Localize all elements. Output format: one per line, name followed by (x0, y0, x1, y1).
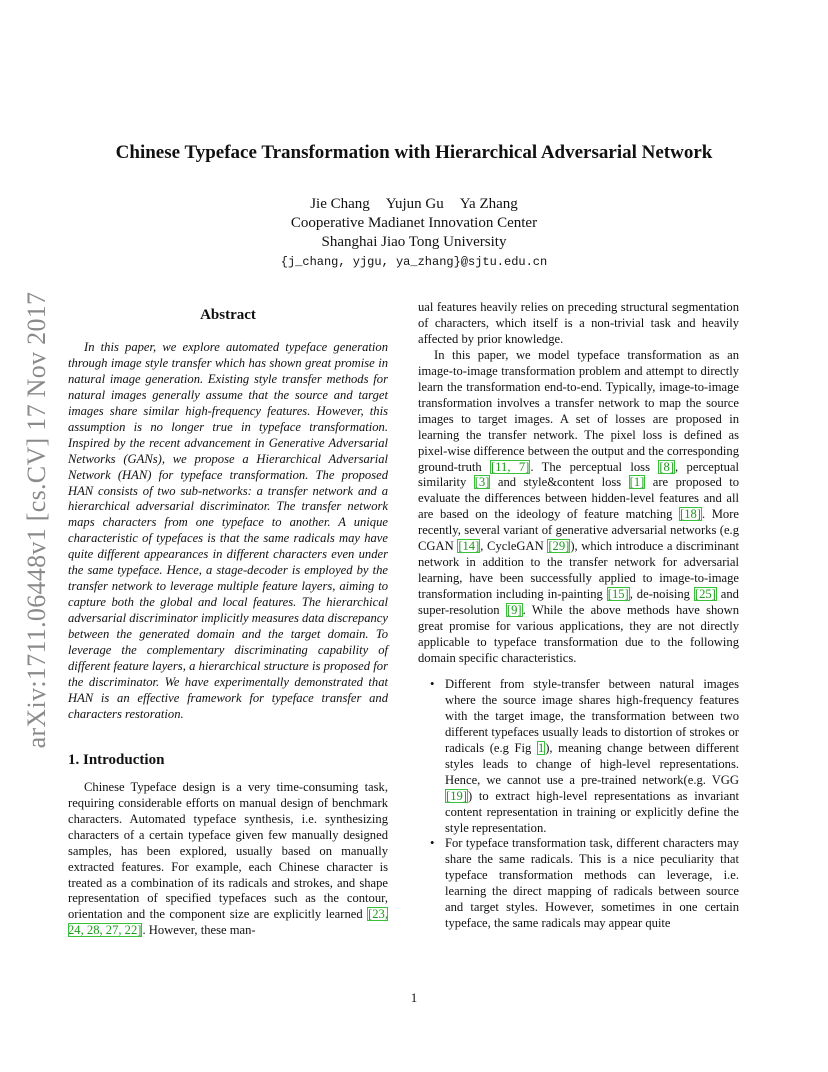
citation-link[interactable]: [19] (446, 788, 467, 803)
citation-link[interactable]: [25] (694, 587, 716, 602)
text-run: are proposed to evaluate the differences between hidden-level features and all are based on the ideology of feature matching (418, 475, 739, 522)
text-run: and style&content loss (490, 475, 629, 490)
author-block (0, 195, 828, 272)
text-run: , de-noising (629, 587, 694, 602)
text-run: and super-resolution (418, 587, 739, 618)
paper-title: Chinese Typeface Transformation with Hierarchical Adversarial Network (115, 142, 713, 163)
text-run: ), meaning change between different styles leads to change of high-level representations. Hence, we cannot use a pre-trained network(e.g. VGG (445, 740, 739, 787)
body-paragraph (418, 348, 739, 667)
citation-link[interactable]: [1] (629, 475, 645, 490)
list-item-text (445, 836, 739, 932)
text-run: , CycleGAN (480, 539, 548, 554)
affiliation-university: Shanghai Jiao Tong University (321, 234, 507, 250)
text-run: Chinese Typeface design is a very time-consuming task, requiring considerable efforts on manual design of benchmark characters. Automated typeface synthesis, i.e. synthesizing characters of a certain typeface given few manually designed samples, has been explored, usually based on manually extracted features. For example, each Chinese character is treated as a combination of its radicals and strokes, and shape representation of specified typefaces such as the contour, orientation and the component size are explicitly learned (68, 779, 388, 922)
citation-link[interactable]: 1 (537, 740, 545, 755)
author-names (0, 195, 828, 214)
abstract-text: In this paper, we explore automated typeface generation through image style transfer which has shown great promise in natural image generation. Existing style transfer methods for natural images generally assume that the source and target images share similar high-frequency features. However, this assumption is no longer true in typeface transformation. Inspired by the recent advancement in Generative Adversarial Networks (GANs), we propose a Hierarchical Adversarial Network (HAN) for typeface transformation. The proposed HAN consists of two sub-networks: a transfer network and a hierarchical adversarial discriminator. The transfer network maps characters from one typeface to another. A unique characteristic of typefaces is that the same radicals may have quite different appearances in different characters even under the same typeface. Hence, a stage-decoder is employed by the transfer network to leverage multiple feature layers, aiming to capture both the global and local features. The hierarchical adversarial discriminator implicitly measures data discrepancy between the generated domain and the target domain. To leverage the complementary discriminating capability of different feature layers, a hierarchical structure is proposed for the discriminator. We have experimentally demonstrated that HAN is an effective framework for typeface transfer and characters restoration. (68, 339, 388, 721)
left-column (68, 308, 388, 939)
arxiv-sidebar-stamp: arXiv:1711.06448v1 [cs.CV] 17 Nov 2017 (22, 291, 51, 749)
page-number: 1 (410, 990, 418, 1005)
introduction-heading: 1. Introduction (68, 751, 165, 768)
list-item (418, 677, 739, 837)
citation-link[interactable]: [8] (659, 459, 675, 474)
text-run: Different from style-transfer between natural images where the source image shares high-frequency features with the target image, the transformation between two different typefaces usually leads to distortion of strokes or radicals (e.g Fig (445, 676, 739, 755)
abstract-heading: Abstract (200, 307, 256, 323)
citation-link[interactable]: [15] (607, 587, 629, 602)
intro-paragraph (68, 780, 388, 940)
right-column (418, 300, 739, 932)
text-run: . The perceptual loss (530, 459, 659, 474)
citation-link[interactable]: [3] (474, 475, 490, 490)
text-run: In this paper, we model typeface transformation as an image-to-image transformation problem and attempt to directly learn the transformation end-to-end. Typically, image-to-image transformation involves a transfer network to map the source images to target images. A set of losses are proposed in learning the transfer network. The pixel loss is defined as pixel-wise difference between the output and the corresponding ground-truth (418, 347, 739, 474)
list-item-text (445, 677, 739, 837)
text-run: . While the above methods have shown great promise for various applications, they are not directly applicable to typeface transformation due to the following domain specific characteristics. (418, 603, 740, 665)
affiliation-center: Cooperative Madianet Innovation Center (290, 215, 538, 231)
citation-link[interactable]: [23, 24, 28, 27, 22] (68, 907, 388, 938)
author-email: {j_chang, yjgu, ya_zhang}@sjtu.edu.cn (280, 255, 548, 269)
citation-link[interactable]: [9] (506, 603, 522, 618)
text-run: . However, these man- (142, 923, 256, 938)
citation-link[interactable]: [14] (458, 539, 480, 554)
citation-link[interactable]: [18] (680, 507, 701, 522)
characteristics-list (418, 677, 739, 932)
text-run: . More recently, several variant of generative adversarial networks (e.g CGAN (418, 507, 740, 554)
author-name: Ya Zhang (459, 196, 518, 212)
citation-link[interactable]: [11, 7] (491, 459, 530, 474)
list-item (418, 836, 739, 932)
author-name: Yujun Gu (385, 196, 444, 212)
author-name: Jie Chang (310, 196, 370, 212)
text-run: ), which introduce a discriminant network in addition to the transfer network for adversarial learning, have been successfully applied to image-to-image transformation including in-painting (418, 539, 740, 602)
citation-link[interactable]: [29] (548, 539, 570, 554)
text-run: , perceptual similarity (418, 459, 739, 490)
intro-continuation: ual features heavily relies on preceding structural segmentation of characters, which itself is a non-trivial task and heavily affected by prior knowledge. (418, 300, 739, 346)
text-run: ) to extract high-level representations as invariant content representation in training or explicitly define the style representation. (445, 788, 739, 835)
text-run: For typeface transformation task, different characters may share the same radicals. This is a nice peculiarity that typeface transformation methods can leverage, i.e. learning the direct mapping of radicals between source and target styles. However, sometimes in one certain typeface, the same radicals may appear quite (445, 836, 739, 931)
